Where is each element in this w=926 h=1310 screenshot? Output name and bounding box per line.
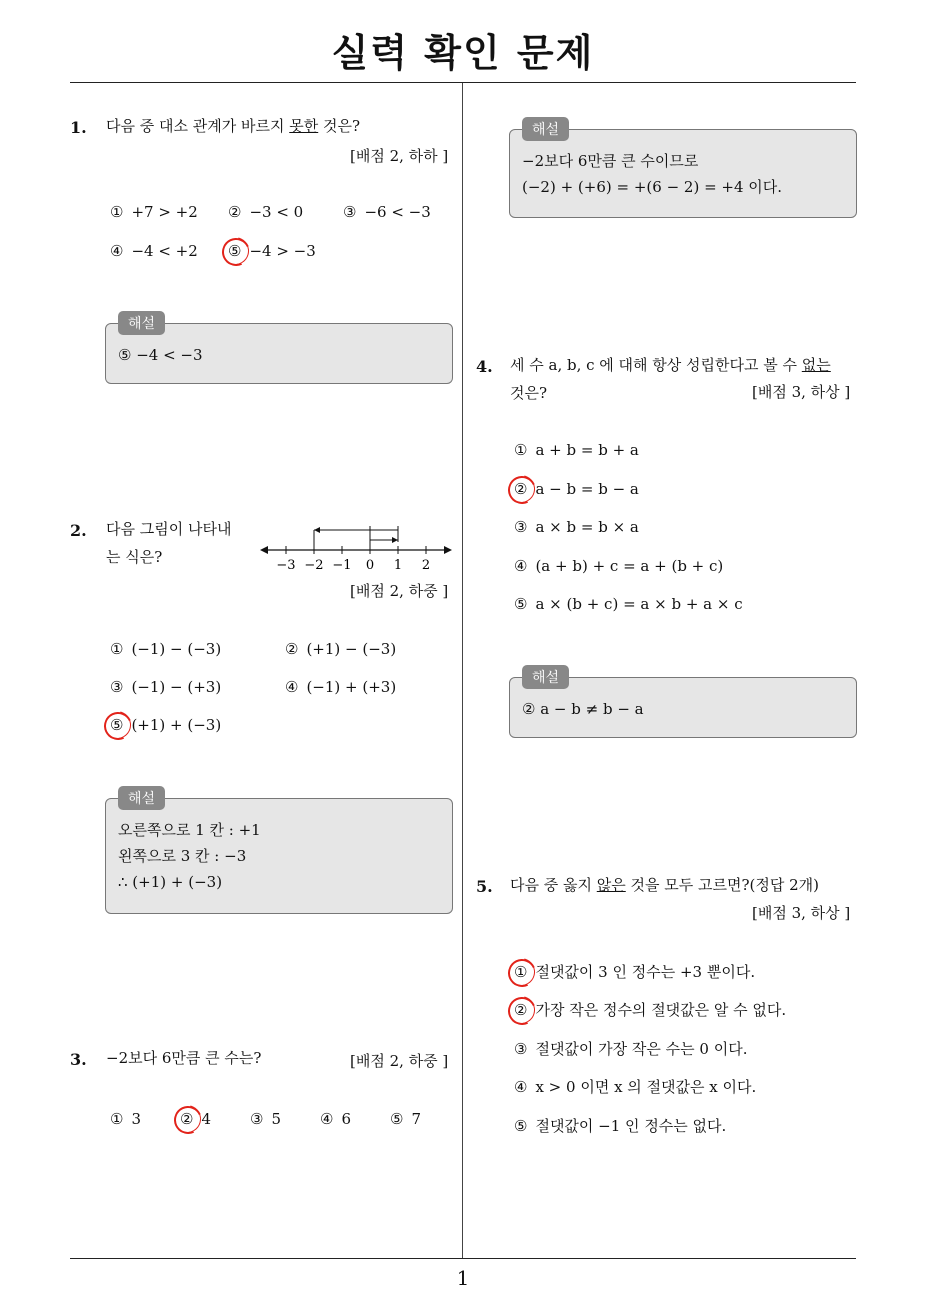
q1-solution-box: [105, 316, 453, 384]
tick-label: −3: [276, 558, 296, 573]
q4-score: [배점 3, 하상 ]: [752, 383, 851, 401]
q3-choice-5[interactable]: ⑤ 7: [390, 1110, 421, 1128]
answer-mark-circle: ②: [180, 1110, 194, 1128]
q1-choice-5[interactable]: ⑤ −4 > −3: [228, 242, 316, 260]
q1-number: 1.: [70, 118, 87, 137]
solution-tag: 해설: [118, 786, 165, 810]
q5-choice-3[interactable]: ③ 절댓값이 가장 작은 수는 0 이다.: [514, 1040, 748, 1058]
q4-choice-1[interactable]: ① a + b = b + a: [514, 441, 639, 459]
answer-mark-circle: ①: [514, 963, 528, 981]
q3-choice-4[interactable]: ④ 6: [320, 1110, 351, 1128]
q4-choice-5[interactable]: ⑤ a × (b + c) = a × b + a × c: [514, 595, 743, 613]
q1-text: 다음 중 대소 관계가 바르지 못한 것은?: [106, 117, 361, 135]
q3-solution-line: −2보다 6만큼 큰 수이므로: [522, 152, 699, 170]
answer-mark-circle: ②: [514, 1001, 528, 1019]
q4-choice-2[interactable]: ② a − b = b − a: [514, 480, 639, 498]
q5-number: 5.: [476, 877, 493, 896]
q2-choice-5[interactable]: ⑤ (+1) + (−3): [110, 716, 222, 734]
q5-choice-4[interactable]: ④ x > 0 이면 x 의 절댓값은 x 이다.: [514, 1078, 757, 1096]
q2-choice-2[interactable]: ② (+1) − (−3): [285, 640, 397, 658]
q3-score: [배점 2, 하중 ]: [350, 1052, 449, 1070]
column-divider: [462, 83, 463, 1258]
page-title: 실력 확인 문제: [331, 31, 595, 75]
answer-mark-circle: ⑤: [110, 716, 124, 734]
q1-choice-2[interactable]: ② −3 < 0: [228, 203, 304, 221]
q3-solution-line: (−2) + (+6) = +(6 − 2) = +4 이다.: [522, 178, 783, 196]
q2-choice-1[interactable]: ① (−1) − (−3): [110, 640, 222, 658]
q3-text: −2보다 6만큼 큰 수는?: [106, 1049, 262, 1067]
q4-choice-4[interactable]: ④ (a + b) + c = a + (b + c): [514, 557, 724, 575]
q1-choice-3[interactable]: ③ −6 < −3: [343, 203, 431, 221]
tick-label: 1: [393, 558, 403, 573]
bottom-rule: [70, 1258, 856, 1259]
q4-choice-3[interactable]: ③ a × b = b × a: [514, 518, 639, 536]
tick-label: −1: [332, 558, 352, 573]
q3-choice-2[interactable]: ② 4: [180, 1110, 211, 1128]
q5-choice-2[interactable]: ② 가장 작은 정수의 절댓값은 알 수 없다.: [514, 1001, 787, 1019]
q2-choice-3[interactable]: ③ (−1) − (+3): [110, 678, 222, 696]
q5-choice-5[interactable]: ⑤ 절댓값이 −1 인 정수는 없다.: [514, 1117, 727, 1135]
q4-solution-line: ② a − b ≠ b − a: [522, 700, 644, 718]
q4-solution-box: [509, 670, 857, 738]
answer-mark-circle: ⑤: [228, 242, 242, 260]
top-rule: [70, 82, 856, 83]
solution-tag: 해설: [522, 665, 569, 689]
q3-choice-1[interactable]: ① 3: [110, 1110, 141, 1128]
q2-choice-4[interactable]: ④ (−1) + (+3): [285, 678, 397, 696]
q2-solution-box: [105, 791, 453, 914]
q1-choice-1[interactable]: ① +7 > +2: [110, 203, 198, 221]
q2-number: 2.: [70, 521, 87, 540]
q2-solution-line: 오른쪽으로 1 칸 : +1: [118, 821, 261, 839]
q3-number: 3.: [70, 1050, 87, 1069]
number-line-move-arrows: [314, 526, 398, 550]
q4-number: 4.: [476, 357, 493, 376]
q5-text: 다음 중 옳지 않은 것을 모두 고르면?(정답 2개): [510, 876, 820, 894]
solution-tag: 해설: [522, 117, 569, 141]
q5-score: [배점 3, 하상 ]: [752, 904, 851, 922]
answer-mark-circle: ②: [514, 480, 528, 498]
number-line-figure: [258, 520, 454, 580]
number-line-axis: [260, 546, 452, 554]
q2-score: [배점 2, 하중 ]: [350, 582, 449, 600]
q3-solution-box: [509, 122, 857, 218]
tick-label: 0: [365, 558, 375, 573]
q2-solution-line: 왼쪽으로 3 칸 : −3: [118, 847, 247, 865]
solution-tag: 해설: [118, 311, 165, 335]
q1-score: [배점 2, 하하 ]: [350, 147, 449, 165]
q1-choice-4[interactable]: ④ −4 < +2: [110, 242, 198, 260]
q1-solution-line: ⑤ −4 < −3: [118, 346, 203, 364]
q5-choice-1[interactable]: ① 절댓값이 3 인 정수는 +3 뿐이다.: [514, 963, 756, 981]
q2-solution-line: ∴ (+1) + (−3): [118, 873, 223, 891]
tick-label: −2: [304, 558, 324, 573]
page-number: 1: [456, 1266, 470, 1290]
q4-text: 세 수 a, b, c 에 대해 항상 성립한다고 볼 수 없는 것은?: [510, 356, 831, 402]
q3-choice-3[interactable]: ③ 5: [250, 1110, 281, 1128]
tick-label: 2: [421, 558, 431, 573]
q2-text: 다음 그림이 나타내 는 식은?: [106, 520, 232, 566]
